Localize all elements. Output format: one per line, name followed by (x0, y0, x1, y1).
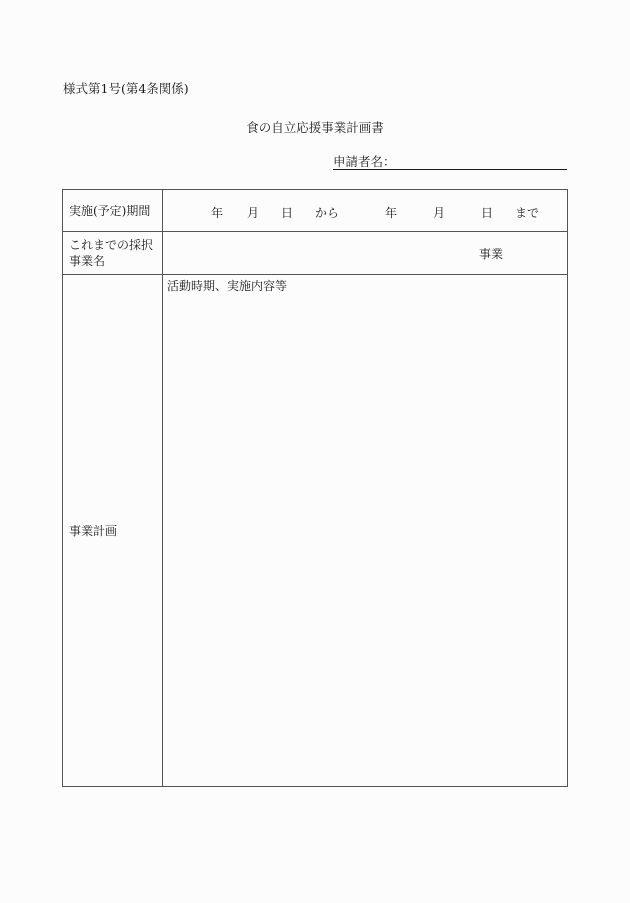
previous-label-line2: 事業名 (69, 254, 106, 268)
document-title: 食の自立応援事業計画書 (246, 120, 384, 135)
period-from: から (315, 206, 340, 220)
period-label: 実施(予定)期間 (63, 190, 163, 232)
previous-row (63, 232, 568, 275)
plan-content-field[interactable] (163, 275, 568, 787)
applicant-name-label: 申請者名： (333, 154, 396, 169)
period-month1: 月 (247, 206, 260, 220)
period-row (63, 190, 568, 232)
period-month2: 月 (433, 206, 446, 220)
plan-content-hint: 活動時期、実施内容等 (167, 279, 288, 293)
period-year1: 年 (211, 206, 224, 220)
plan-row (63, 275, 568, 787)
previous-project-field[interactable] (163, 232, 568, 275)
period-until: まで (515, 206, 540, 220)
previous-suffix: 事業 (479, 247, 504, 261)
period-field[interactable] (163, 190, 568, 232)
plan-form-table (62, 189, 568, 787)
previous-label (63, 232, 163, 275)
applicant-name-field[interactable] (333, 155, 567, 170)
plan-label: 事業計画 (63, 275, 163, 787)
period-day1: 日 (281, 206, 294, 220)
form-number: 様式第1号(第4条関係) (63, 81, 189, 96)
period-day2: 日 (481, 206, 494, 220)
period-year2: 年 (385, 206, 398, 220)
previous-label-line1: これまでの採択 (69, 238, 154, 252)
